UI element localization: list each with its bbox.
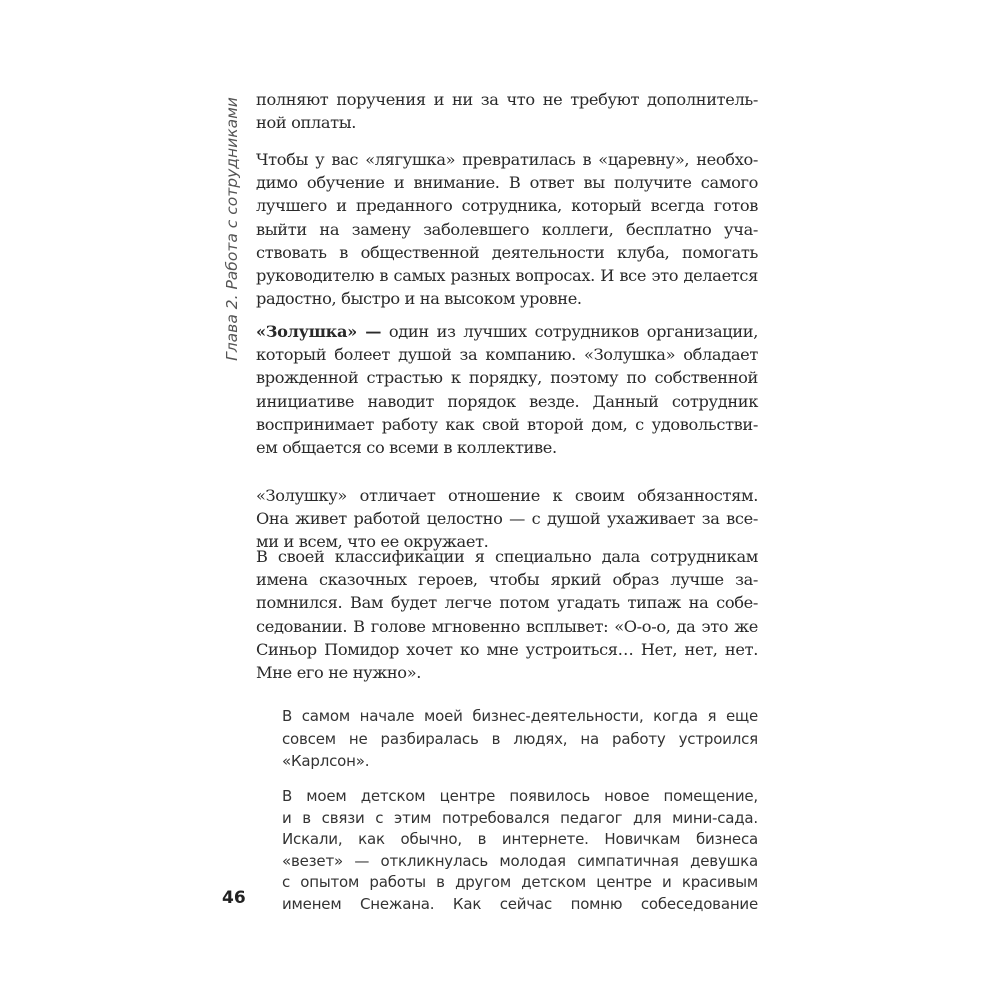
text-line: совсем не разбиралась в людях, на работу устроился xyxy=(282,729,758,748)
text-line: В моем детском центре появилось новое помещение, xyxy=(282,787,758,805)
text-line: именем Снежана. Как сейчас помню собеседование xyxy=(282,894,758,913)
text-line: В своей классификации я специально дала сотрудникам xyxy=(256,547,758,566)
text-line: седовании. В голове мгновенно всплывет: «О-о-о, да это же xyxy=(256,616,758,636)
running-head: Глава 2. Работа с сотрудниками xyxy=(223,97,241,361)
text-line: и в связи с этим потребовался педагог для мини-сада. xyxy=(282,808,758,827)
paragraph xyxy=(256,320,758,459)
text-line: ной оплаты. xyxy=(256,113,357,133)
text-line: ствовать в общественной деятельности клуба, помогать xyxy=(256,242,758,262)
text-line: врожденной страстью к порядку, поэтому по собственной xyxy=(256,368,758,388)
text-line: с опытом работы в другом детском центре и красивым xyxy=(282,873,758,892)
paragraph xyxy=(256,88,758,134)
text-line: «Карлсон». xyxy=(282,752,370,770)
text-line: ем общается со всеми в коллективе. xyxy=(256,438,557,458)
text-line: Синьор Помидор хочет ко мне устроиться… Нет, нет, нет. xyxy=(256,639,758,659)
text-line: «Золушку» отличает отношение к своим обязанностям. xyxy=(256,486,758,505)
bold-term: «Золушка» — xyxy=(256,322,382,341)
text-line: димо обучение и внимание. В ответ вы получите самого xyxy=(256,173,758,193)
text-line: В самом начале моей бизнес-деятельности, когда я еще xyxy=(282,707,758,725)
text-line: Она живет работой целостно — с душой ухаживает за все- xyxy=(256,509,758,529)
text-line: Мне его не нужно». xyxy=(256,663,422,683)
text-line: Чтобы у вас «лягушка» превратилась в «царевну», необхо- xyxy=(256,150,758,169)
paragraph xyxy=(256,148,758,310)
text-span: один из лучших сотрудников организации, xyxy=(381,322,758,341)
text-line: руководителю в самых разных вопросах. И все это делается xyxy=(256,266,758,286)
text-line: помнился. Вам будет легче потом угадать типаж на собе- xyxy=(256,593,758,613)
text-line: полняют поручения и ни за что не требуют дополнитель- xyxy=(256,90,758,109)
text-line: который болеет душой за компанию. «Золушка» обладает xyxy=(256,345,758,365)
text-line: Искали, как обычно, в интернете. Новичкам бизнеса xyxy=(282,830,758,849)
text-line: «везет» — откликнулась молодая симпатичная девушка xyxy=(282,851,758,870)
text-line: выйти на замену заболевшего коллеги, бесплатно уча- xyxy=(256,219,758,239)
text-line: лучшего и преданного сотрудника, который всегда готов xyxy=(256,196,758,216)
text-line: воспринимает работу как свой второй дом, с удовольстви- xyxy=(256,414,758,434)
page-number: 46 xyxy=(222,888,246,908)
text-line: инициативе наводит порядок везде. Данный сотрудник xyxy=(256,391,758,411)
text-line: радостно, быстро и на высоком уровне. xyxy=(256,289,582,309)
paragraph xyxy=(256,545,758,684)
story-paragraph xyxy=(282,705,758,773)
text-line: имена сказочных героев, чтобы яркий образ лучше за- xyxy=(256,570,758,590)
story-paragraph xyxy=(282,786,758,916)
text-line xyxy=(256,320,758,343)
text-line: ми и всем, что ее окружает. xyxy=(256,532,489,552)
paragraph xyxy=(256,484,758,554)
